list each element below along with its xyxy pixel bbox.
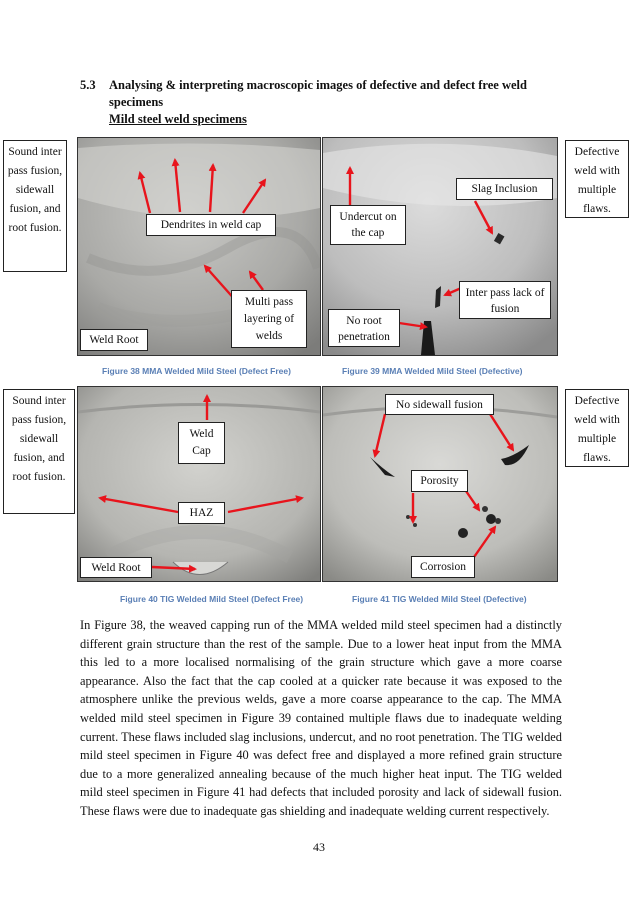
label-corrosion: Corrosion	[411, 556, 475, 578]
section-subtitle: Mild steel weld specimens	[109, 112, 247, 126]
page-number: 43	[313, 840, 325, 854]
label-weld-root-40: Weld Root	[80, 557, 152, 578]
label-multi-pass: Multi pass layering of welds	[231, 290, 307, 348]
label-undercut: Undercut on the cap	[330, 205, 406, 245]
label-inter-pass: Inter pass lack of fusion	[459, 281, 551, 319]
side-note-bottom-left: Sound inter pass fusion, sidewall fusion, and root fusion.	[3, 389, 75, 514]
caption-figure-38: Figure 38 MMA Welded Mild Steel (Defect Free)	[102, 366, 291, 376]
label-no-root-penetration: No root penetration	[328, 309, 400, 347]
side-note-top-left: Sound inter pass fusion, sidewall fusion, and root fusion.	[3, 140, 67, 272]
label-weld-cap: Weld Cap	[178, 422, 225, 464]
label-weld-root-38: Weld Root	[80, 329, 148, 351]
figure-40-image	[77, 386, 321, 582]
figure-40-photo-graphic	[78, 387, 320, 581]
label-no-sidewall-fusion: No sidewall fusion	[385, 394, 494, 415]
label-haz: HAZ	[178, 502, 225, 524]
body-paragraph: In Figure 38, the weaved capping run of the MMA welded mild steel specimen had a distinctly different grain structure than the rest of the sample. Due to a lower heat input from the MMA this led to a more localised normalising of the grain structure which gave a more coarse appearance. Also the fact that the cap cooled at a quicker rate because it was exposed to the atmosphere unlike the previous welds, gave a more coarse appearance to the cap. The MMA welded mild steel specimen in Figure 39 contained multiple flaws due to inadequate welding current. These flaws included slag inclusions, undercut, and no root penetration. The TIG welded mild steel specimen in Figure 40 was defect free and displayed a more refined grain structure due to a more generalized annealing because of the much higher heat input. The TIG welded mild steel specimen in Figure 41 had defects that included porosity and lack of sidewall fusion. These flaws were due to inadequate gas shielding and inadequate welding current respectively.	[80, 618, 562, 818]
section-title: Analysing & interpreting macroscopic images of defective and defect free weld specimens	[109, 78, 527, 109]
label-dendrites: Dendrites in weld cap	[146, 214, 276, 236]
section-heading	[80, 77, 560, 128]
side-note-bottom-right: Defective weld with multiple flaws.	[565, 389, 629, 467]
caption-figure-39: Figure 39 MMA Welded Mild Steel (Defective)	[342, 366, 523, 376]
section-number: 5.3	[80, 78, 96, 92]
caption-figure-41: Figure 41 TIG Welded Mild Steel (Defective)	[352, 594, 527, 604]
label-slag-inclusion: Slag Inclusion	[456, 178, 553, 200]
label-porosity: Porosity	[411, 470, 468, 492]
caption-figure-40: Figure 40 TIG Welded Mild Steel (Defect Free)	[120, 594, 304, 604]
side-note-top-right: Defective weld with multiple flaws.	[565, 140, 629, 218]
